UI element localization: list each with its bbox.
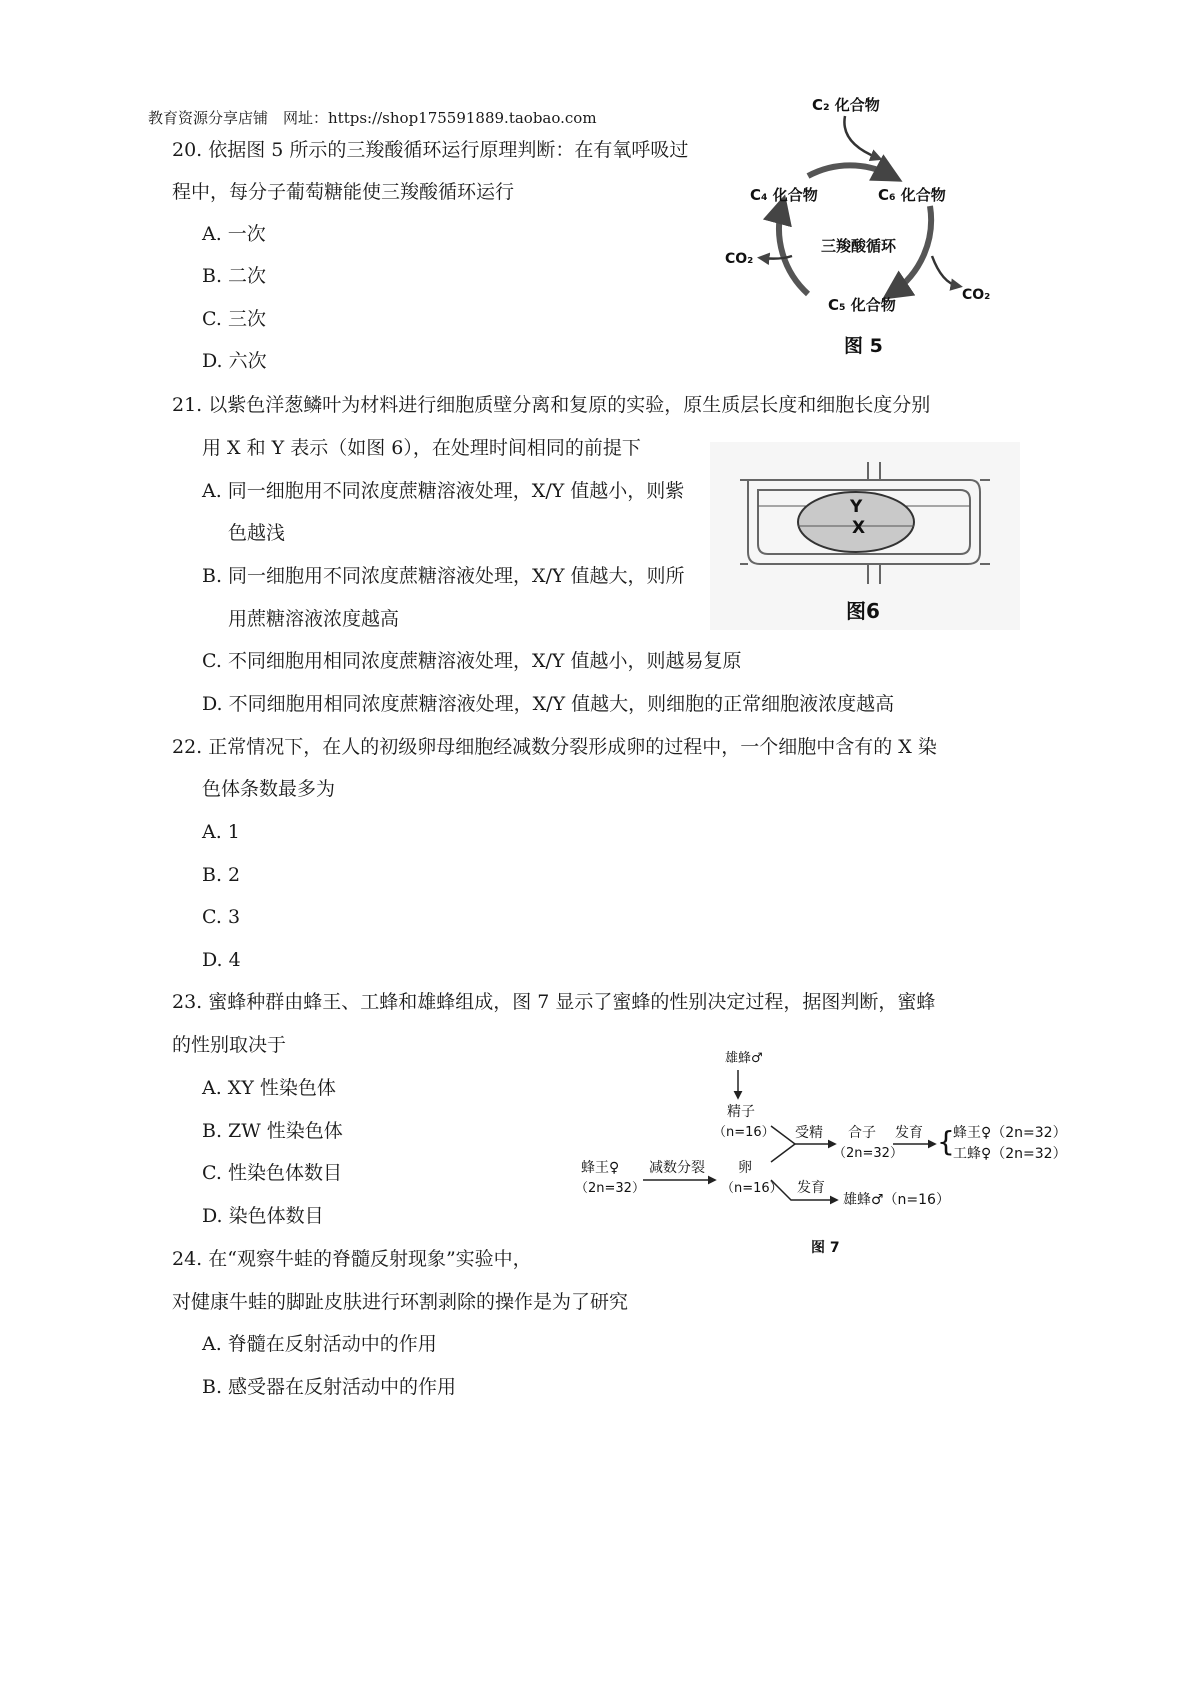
q21-option-c: C. 不同细胞用相同浓度蔗糖溶液处理，X/Y 值越小，则越易复原 [202,650,742,672]
cycle-arc-top [808,165,892,176]
co2-left-arrow [762,256,792,259]
q23-stem-line1: 23. 蜜蜂种群由蜂王、工蜂和雄蜂组成，图 7 显示了蜜蜂的性别决定过程，据图判断，蜜蜂 [172,991,936,1013]
cycle-arc-left [779,206,808,294]
queen-input-count: （2n=32） [575,1181,645,1196]
x-label: X [852,518,866,538]
fertilize-label: 受精 [795,1125,823,1141]
c4-compound-label: C₄ 化合物 [750,186,818,204]
q20-option-b: B. 二次 [202,265,267,287]
q23-option-d: D. 染色体数目 [202,1205,324,1227]
c5-compound-label: C₅ 化合物 [828,296,896,314]
y-label: Y [850,497,863,517]
co2-right-arrow [932,256,958,286]
sperm-count: （n=16） [713,1125,775,1140]
q24-stem-line2: 对健康牛蛙的脚趾皮肤进行环割剥除的操作是为了研究 [172,1291,629,1313]
queen-input-label: 蜂王♀ [581,1160,620,1176]
q21-stem-line1: 21. 以紫色洋葱鳞叶为材料进行细胞质壁分离和复原的实验，原生质层长度和细胞长度分别 [172,394,931,416]
drone-output-label: 雄蜂♂（n=16） [843,1192,950,1208]
q24-stem-line1: 24. 在“观察牛蛙的脊髓反射现象”实验中， [172,1248,532,1270]
figure-7-caption: 图 7 [811,1240,840,1256]
drone-top-label: 雄蜂♂ [725,1051,763,1066]
brace: { [937,1125,955,1158]
develop-label-2: 发育 [797,1180,825,1196]
zygote-label: 合子 [848,1125,876,1141]
q21-option-d: D. 不同细胞用相同浓度蔗糖溶液处理，X/Y 值越大，则细胞的正常细胞液浓度越高 [202,693,895,715]
co2-right-label: CO₂ [962,287,991,303]
figure-6-plant-cell [710,442,1020,630]
q22-option-b: B. 2 [202,864,241,886]
q23-option-a: A. XY 性染色体 [202,1077,336,1099]
q20-stem-line1: 20. 依据图 5 所示的三羧酸循环运行原理判断：在有氧呼吸过 [172,139,689,161]
queen-output-label: 蜂王♀（2n=32） [953,1125,1067,1141]
q21-option-b-line1: B. 同一细胞用不同浓度蔗糖溶液处理，X/Y 值越大，则所 [202,565,685,587]
q22-option-d: D. 4 [202,949,241,971]
develop-label-1: 发育 [895,1125,923,1141]
co2-left-label: CO₂ [725,251,754,267]
egg-label: 卵 [738,1160,752,1176]
cycle-arc-right [892,206,931,293]
c2-compound-label: C₂ 化合物 [812,96,880,114]
q20-option-c: C. 三次 [202,308,266,330]
worker-output-label: 工蜂♀（2n=32） [953,1146,1067,1162]
q21-stem-line2: 用 X 和 Y 表示（如图 6），在处理时间相同的前提下 [202,437,641,459]
q24-option-a: A. 脊髓在反射活动中的作用 [202,1333,437,1355]
q22-stem-line2: 色体条数最多为 [202,778,336,800]
q20-option-d: D. 六次 [202,350,267,372]
figure-7-bee-sex-determination [575,1040,1075,1260]
q22-stem-line1: 22. 正常情况下，在人的初级卵母细胞经减数分裂形成卵的过程中，一个细胞中含有的 X 染 [172,736,937,758]
q22-option-a: A. 1 [202,821,240,843]
egg-count: （n=16） [721,1181,783,1196]
meiosis-label: 减数分裂 [649,1160,705,1176]
q21-option-a-line2: 色越浅 [228,522,286,544]
q23-option-c: C. 性染色体数目 [202,1162,342,1184]
c6-compound-label: C₆ 化合物 [878,186,946,204]
q24-option-b: B. 感受器在反射活动中的作用 [202,1376,457,1398]
q22-option-c: C. 3 [202,906,241,928]
q21-option-b-line2: 用蔗糖溶液浓度越高 [228,608,400,630]
q23-stem-line2: 的性别取决于 [172,1034,287,1056]
q20-stem-line2: 程中，每分子葡萄糖能使三羧酸循环运行 [172,181,515,203]
q23-option-b: B. ZW 性染色体 [202,1120,343,1142]
c2-input-arrow [844,116,878,158]
figure-6-caption: 图6 [846,599,880,623]
figure-5-tca-cycle [720,88,1000,363]
zygote-count: （2n=32） [833,1146,903,1161]
figure-5-caption: 图 5 [844,335,883,357]
page-header: 教育资源分享店铺 网址：https://shop175591889.taobao.com [148,109,597,127]
q20-option-a: A. 一次 [202,223,266,245]
sperm-label: 精子 [727,1104,755,1120]
q21-option-a-line1: A. 同一细胞用不同浓度蔗糖溶液处理，X/Y 值越小，则紫 [202,480,685,502]
tca-cycle-center-label: 三羧酸循环 [821,237,897,255]
